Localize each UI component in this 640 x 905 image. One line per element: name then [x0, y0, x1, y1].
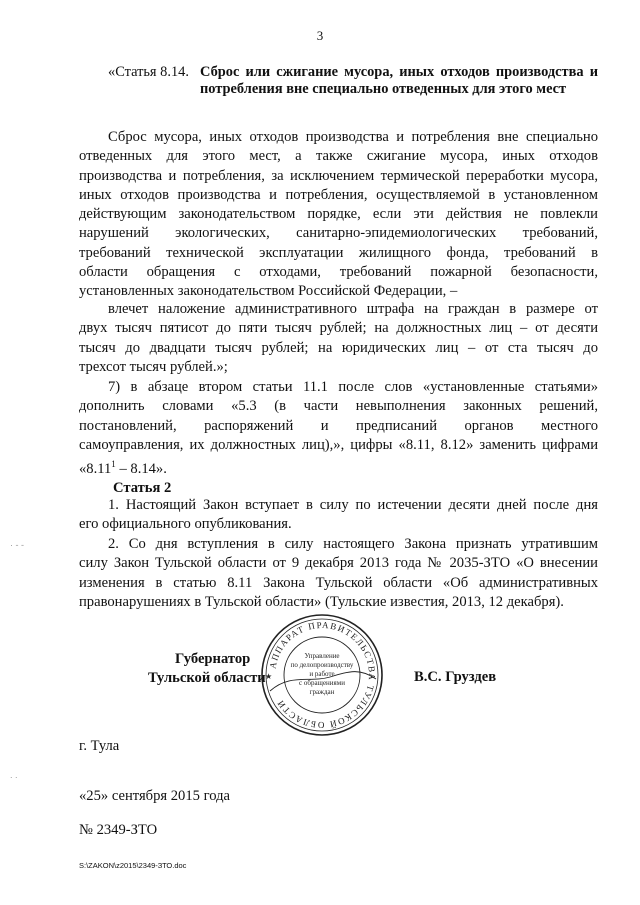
text-line: правонарушениях в Тульской области» (Тульские известия, 2013, 12 декабря).: [79, 593, 564, 610]
place: г. Тула: [79, 738, 120, 754]
scan-mark: . .: [10, 770, 18, 780]
text-line: отведенных для этого мест, а также сжигание мусора, иных отходов: [79, 148, 598, 165]
text-line: Сброс мусора, иных отходов производства и потребления вне специально: [108, 129, 598, 145]
text-line: трехсот тысяч рублей.»;: [79, 358, 228, 375]
page-number: 3: [316, 28, 324, 43]
article-2-heading: Статья 2: [113, 480, 172, 496]
stamp-center: [291, 652, 354, 696]
scan-mark: · - -: [10, 540, 24, 550]
stamp-star-icon: ★: [265, 672, 273, 681]
text-fragment: – 8.14».: [115, 461, 167, 478]
article-2-p2: [79, 535, 598, 612]
article-title: Сброс или сжигание мусора, иных отходов производства и потребления вне специально отведенных для этого мест: [200, 64, 598, 97]
text-line: изменения в статью 8.11 Закона Тульской области «Об административных: [79, 574, 598, 591]
item-7-paragraph: [79, 378, 598, 479]
text-line: постановлений, распоряжений и предписаний органов местного: [79, 417, 598, 434]
text-line: влечет наложение административного штрафа на граждан в размере от: [108, 301, 598, 317]
text-line: силу Закон Тульской области от 9 декабря 2013 года № 2035-ЗТО «О внесении: [79, 555, 598, 572]
penalty-paragraph: [79, 300, 598, 377]
text-line: нарушений экологических, санитарно-эпидемиологических требований,: [79, 225, 598, 242]
text-line: тысяч до двадцати тысяч рублей; на юридических лиц – от ста тысяч до: [79, 339, 598, 356]
governor-name: В.С. Груздев: [414, 669, 497, 685]
text-line: требований технической эксплуатации жилищного фонда, требований в: [79, 244, 598, 261]
text-line: 1. Настоящий Закон вступает в силу по истечении десяти дней после дня: [108, 497, 598, 513]
governor-block: [148, 650, 266, 688]
text-line: дополнить словами «5.3 (в части невыполнения законных решений,: [79, 398, 598, 415]
text-line: установленных законодательством Российской Федерации, –: [79, 283, 458, 300]
text-line: действующим законодательством порядке, если эти действия не повлекли: [79, 206, 598, 223]
article-2-p1: [79, 496, 598, 535]
text-fragment: «8.11: [79, 461, 112, 478]
official-stamp: [260, 613, 384, 737]
governor-region: Тульской области: [148, 670, 266, 686]
file-path: S:\ZAKON\z2015\2349-ЗТО.doc: [79, 861, 187, 870]
stamp-center-line: Управление: [304, 652, 340, 660]
text-line: производства и потребления, за исключением термической переработки мусора,: [79, 167, 598, 184]
stamp-center-line: и работе: [309, 670, 335, 678]
text-line: иных отходов производства и потребления, осуществляемой в установленном: [79, 186, 598, 203]
signing-date: «25» сентября 2015 года: [79, 788, 230, 804]
stamp-center-line: с обращениями: [299, 679, 345, 687]
superscript: 1: [111, 459, 116, 470]
stamp-center-line: по делопроизводству: [290, 661, 354, 669]
text-line: его официального опубликования.: [79, 516, 292, 533]
governor-title: Губернатор: [175, 651, 251, 667]
law-number: № 2349-ЗТО: [79, 822, 158, 838]
text-line: 7) в абзаце втором статьи 11.1 после слов «установленные статьями»: [108, 379, 598, 395]
article-prefix: «Статья 8.14.: [108, 64, 189, 80]
text-line: двух тысяч пятисот до пяти тысяч рублей; на должностных лиц – от десяти: [79, 320, 598, 337]
text-line: области обращения с отходами, требований пожарной безопасности,: [79, 264, 598, 281]
text-line-last: [79, 455, 598, 479]
text-line: 2. Со дня вступления в силу настоящего Закона признать утратившим: [108, 536, 598, 552]
stamp-center-line: граждан: [309, 688, 335, 696]
text-line: самоуправления, их должностных лиц),», цифры «8.11, 8.12» заменить цифрами: [79, 436, 598, 453]
article-8-14-paragraph: [79, 128, 598, 302]
stamp-ring-textpath: АППАРАТ ПРАВИТЕЛЬСТВА ТУЛЬСКОЙ ОБЛАСТИ: [267, 619, 378, 731]
